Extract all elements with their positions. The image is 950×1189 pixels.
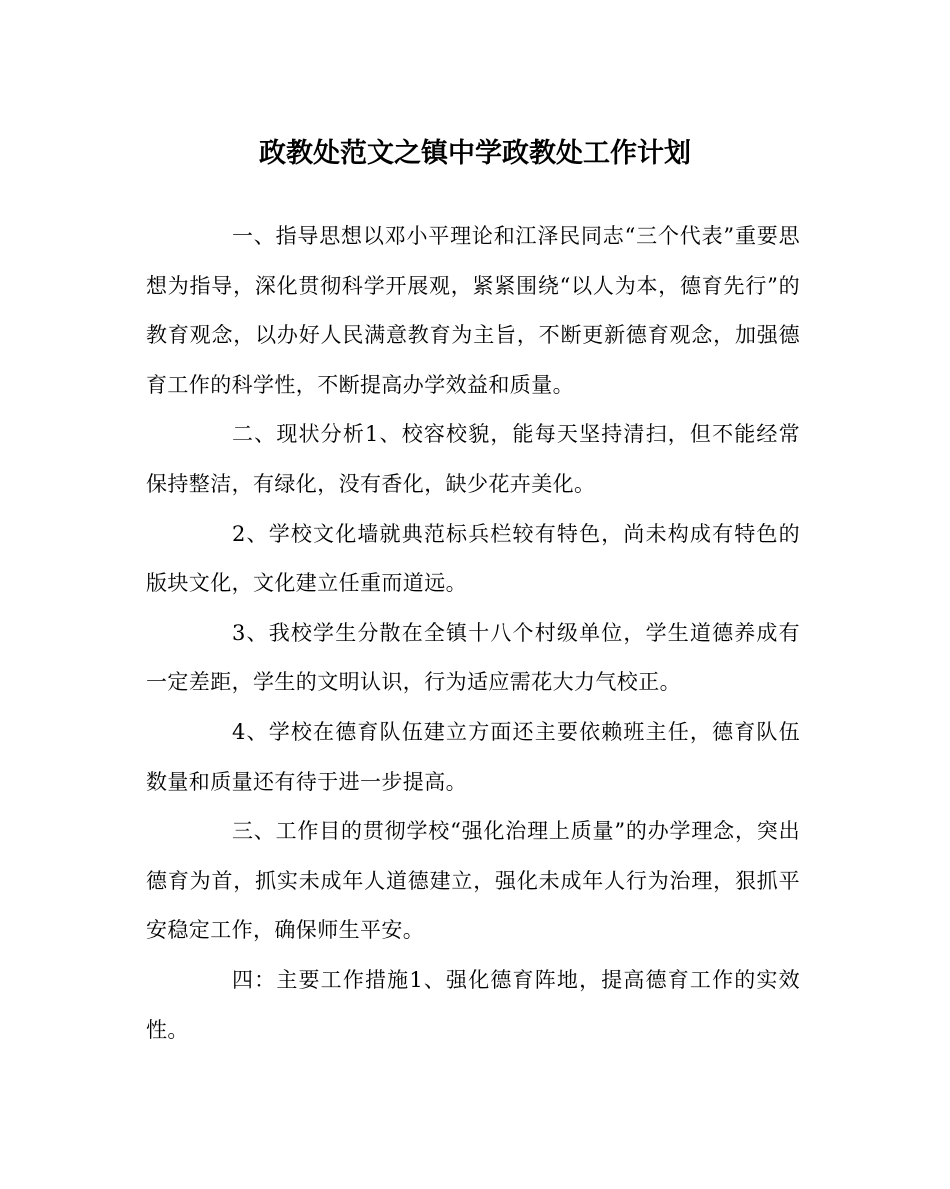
paragraph-moral-team: 4、学校在德育队伍建立方面还主要依赖班主任，德育队伍数量和质量还有待于进一步提高。 (146, 719, 800, 794)
paragraph-school-culture: 2、学校文化墙就典范标兵栏较有特色，尚未构成有特色的版块文化，文化建立任重而道远。 (146, 521, 800, 596)
paragraph-status-analysis: 二、现状分析1、校容校貌，能每天坚持清扫，但不能经常保持整洁，有绿化，没有香化，缺少花卉美化。 (146, 422, 800, 496)
paragraph-main-measures: 四：主要工作措施1、强化德育阵地，提高德育工作的实效性。 (146, 967, 800, 1042)
document-body (146, 212, 800, 1055)
document-title: 政教处范文之镇中学政教处工作计划 (259, 138, 691, 169)
paragraph-work-goals: 三、工作目的贯彻学校“强化治理上质量”的办学理念，突出德育为首，抓实未成年人道德建立，强化未成年人行为治理，狠抓平安稳定工作，确保师生平安。 (146, 819, 800, 943)
paragraph-student-distribution: 3、我校学生分散在全镇十八个村级单位，学生道德养成有一定差距，学生的文明认识，行为适应需花大力气校正。 (146, 620, 800, 695)
paragraph-guiding-thought: 一、指导思想以邓小平理论和江泽民同志“三个代表”重要思想为指导，深化贯彻科学开展观，紧紧围绕“以人为本，德育先行”的教育观念，以办好人民满意教育为主旨，不断更新德育观念，加强德育工作的科学性，不断提高办学效益和质量。 (146, 224, 800, 397)
